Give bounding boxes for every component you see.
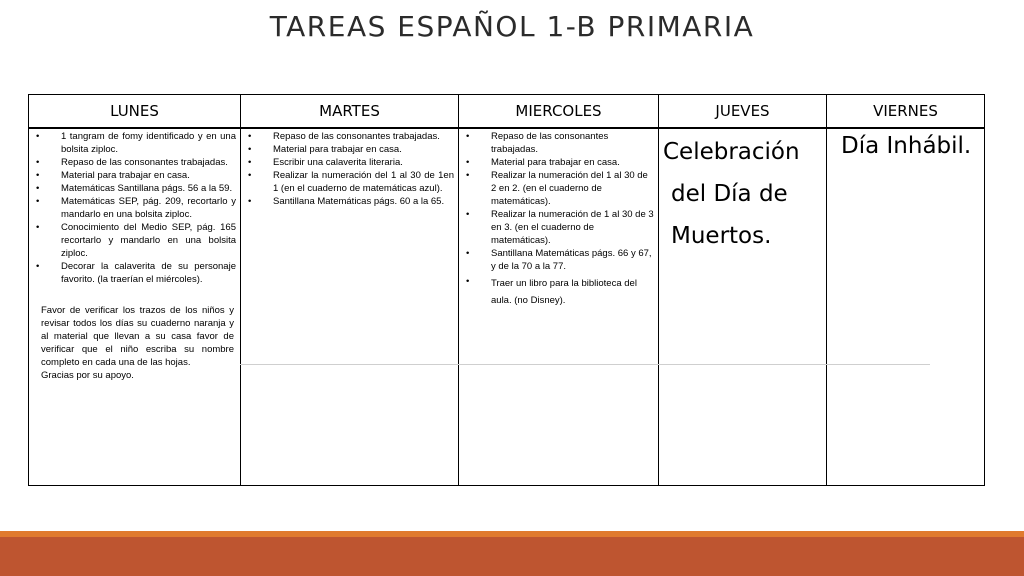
bullet-icon: • — [248, 170, 252, 181]
cell-lunes — [29, 128, 241, 485]
row-divider — [240, 364, 930, 365]
bullet-icon: • — [36, 157, 40, 168]
miercoles-task-list — [459, 130, 658, 309]
header-martes: MARTES — [241, 95, 459, 129]
bullet-icon: • — [466, 276, 470, 287]
list-item: • Santillana Matemáticas págs. 60 a la 65. — [248, 196, 445, 207]
list-item: • Conocimiento del Medio SEP, pág. 165 recortarlo y mandarlo en una bolsita ziploc. — [36, 222, 236, 259]
bullet-icon: • — [466, 157, 470, 168]
list-item: • Material para trabajar en casa. — [36, 170, 190, 181]
header-jueves: JUEVES — [659, 95, 827, 129]
list-item: • Repaso de las consonantes trabajadas. — [36, 157, 228, 168]
list-item: • Matemáticas SEP, pág. 209, recortarlo y mandarlo en una bolsita ziploc. — [36, 196, 236, 220]
bullet-icon: • — [248, 157, 252, 168]
header-row — [29, 95, 985, 129]
list-item: • Material para trabajar en casa. — [248, 144, 402, 155]
bullet-icon: • — [466, 248, 470, 259]
cell-viernes — [827, 128, 985, 485]
celebration-line-1: Celebración — [663, 139, 800, 165]
bullet-icon: • — [36, 222, 40, 233]
parent-note — [29, 286, 240, 382]
schedule-table — [28, 94, 985, 486]
bullet-icon: • — [36, 170, 40, 181]
note-text: Favor de verificar los trazos de los niños y revisar todos los días su cuaderno naranja y al material que llevan a su casa favor de verificar que el niño escriba su nombre completo en cada una de las hojas. — [41, 305, 234, 368]
bullet-icon: • — [36, 196, 40, 207]
header-lunes: LUNES — [29, 95, 241, 129]
list-item: • 1 tangram de fomy identificado y en una bolsita ziploc. — [36, 131, 236, 155]
bullet-icon: • — [466, 170, 470, 181]
list-item: • Realizar la numeración de 1 al 30 de 3 en 3. (en el cuaderno de matemáticas). — [466, 209, 654, 246]
cell-martes — [241, 128, 459, 485]
list-item: • Repaso de las consonantes trabajadas. — [248, 131, 440, 142]
jueves-celebration — [659, 129, 826, 257]
bullet-icon: • — [466, 131, 470, 142]
list-item: • Traer un libro para la biblioteca del aula. (no Disney). — [459, 273, 658, 309]
list-item: • Escribir una calaverita literaria. — [248, 157, 403, 168]
celebration-line-3: Muertos. — [671, 223, 772, 249]
tasks-row — [29, 128, 985, 485]
header-viernes: VIERNES — [827, 95, 985, 129]
footer-bar — [0, 537, 1024, 576]
bullet-icon: • — [248, 131, 252, 142]
list-item: • Santillana Matemáticas págs. 66 y 67, y de la 70 a la 77. — [466, 248, 652, 272]
lunes-task-list — [29, 130, 240, 286]
header-miercoles: MIERCOLES — [459, 95, 659, 129]
list-item: • Realizar la numeración del 1 al 30 de 1en 1 (en el cuaderno de matemáticas azul). — [248, 170, 454, 194]
martes-task-list — [241, 130, 458, 208]
bullet-icon: • — [248, 196, 252, 207]
viernes-holiday: Día Inhábil. — [841, 133, 972, 159]
list-item: • Realizar la numeración del 1 al 30 de 2 en 2. (en el cuaderno de matemáticas). — [466, 170, 648, 207]
page-title: TAREAS ESPAÑOL 1-B PRIMARIA — [269, 10, 755, 43]
list-item: • Matemáticas Santillana págs. 56 a la 59. — [36, 183, 233, 194]
bullet-icon: • — [248, 144, 252, 155]
celebration-line-2: del Día de — [671, 181, 788, 207]
list-item: • Decorar la calaverita de su personaje favorito. (la traerían el miércoles). — [36, 261, 236, 285]
bullet-icon: • — [36, 131, 40, 142]
list-item: • Material para trabajar en casa. — [466, 157, 620, 168]
list-item: • Repaso de las consonantes trabajadas. — [466, 131, 609, 155]
bullet-icon: • — [36, 261, 40, 272]
cell-jueves — [659, 128, 827, 485]
cell-miercoles — [459, 128, 659, 485]
thanks-text: Gracias por su apoyo. — [41, 370, 134, 381]
bullet-icon: • — [36, 183, 40, 194]
bullet-icon: • — [466, 209, 470, 220]
